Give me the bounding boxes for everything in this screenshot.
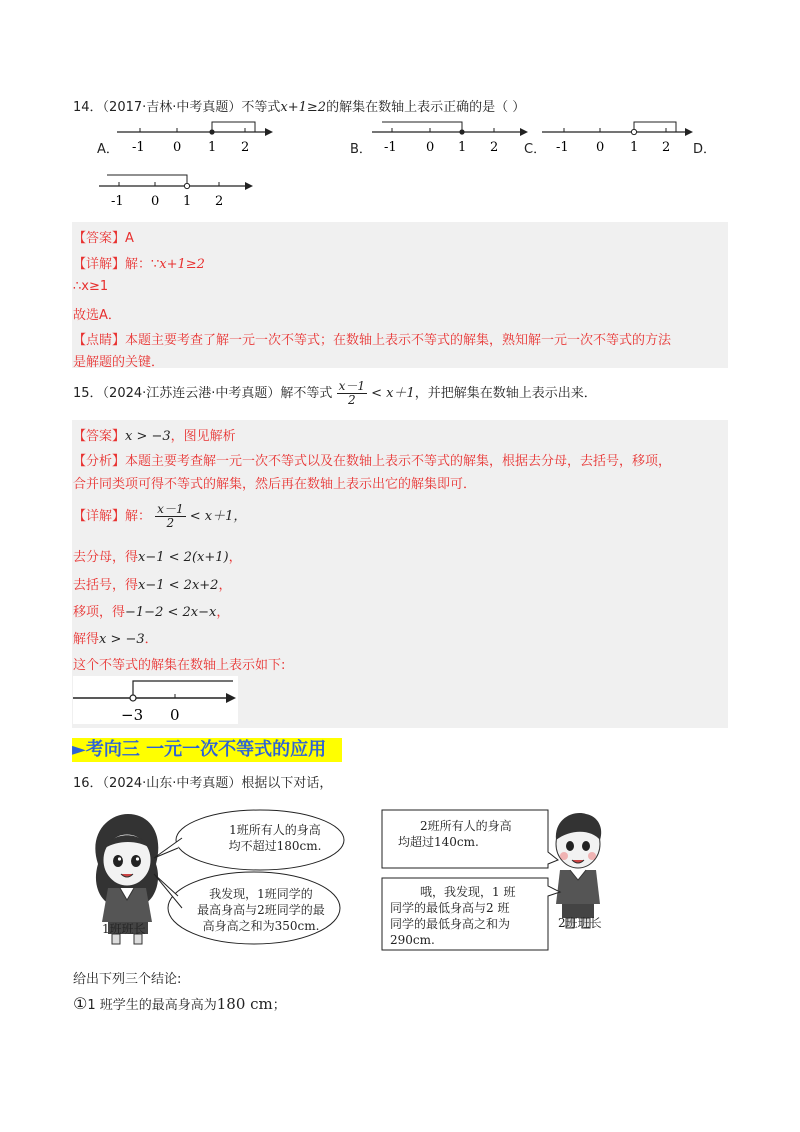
ans15-tick-0: 0 [170,706,180,724]
q14-option-b-label[interactable]: B． [350,142,372,157]
ans15-step2-b: ， [218,578,232,593]
q15-number: 15． [73,386,103,401]
q14-numberline-a [115,118,275,154]
ans15-detail [73,503,246,530]
q14-a-tick-1: 1 [208,140,217,154]
q14-option-c-label[interactable]: C． [524,142,547,157]
q14-c-tick-2: 2 [662,140,671,154]
ans15-detail-label: 【详解】 [73,509,126,524]
ans15-detail-rhs: < x＋1， [189,509,247,524]
ans14-detail [73,253,205,272]
bubble1-line2: 均不超过180cm. [228,839,322,853]
q14-stem-a: 不等式 [241,100,281,115]
q14-source: （2017·吉林·中考真题） [102,100,242,115]
ans15-frac-num: x－1 [157,502,184,516]
ans15-detail-a: 解： [125,509,152,524]
ans15-answer-math: x > −3 [125,429,171,444]
q14-c-tick-m1: -1 [556,140,569,154]
q14-option-a-label[interactable]: A． [97,142,119,157]
ans15-numberline [73,676,238,724]
ans15-step1-a: 去分母，得 [73,550,139,565]
boy-figure [556,813,601,928]
bubble3-line2: 均超过140cm. [398,835,479,849]
ans15-step4-a: 解得 [73,632,100,647]
q16-conclusions-intro: 给出下列三个结论: [73,972,182,987]
bubble3-line1: 2班所有人的身高 [420,819,512,833]
bubble1-text [220,822,330,854]
section-heading [72,738,342,762]
bubble4-line1: 哦，我发现，1 班 [420,885,516,899]
q14-b-tick-2: 2 [490,140,499,154]
q16-stem [73,772,332,791]
ans15-analysis-label: 【分析】 [73,454,126,469]
q14-a-tick-m1: -1 [132,140,145,154]
ans15-frac-den: 2 [166,516,175,530]
ans15-answer-b: ，图见解析 [170,429,236,444]
q15-stem-rhs: < x＋1 [371,386,415,401]
q15-stem-a: 解不等式 [280,386,333,401]
q16-number: 16． [73,776,103,791]
bubble1-line1: 1班所有人的身高 [229,823,321,837]
q14-b-tick-1: 1 [458,140,467,154]
q16-conclusion1-value: 180 cm [216,995,273,1013]
ans15-numline-intro: 这个不等式的解集在数轴上表示如下: [73,658,286,673]
q14-stem-math: x+1≥2 [280,100,327,115]
ans14-therefore: ∴x≥1 [73,279,109,294]
ans15-step1 [73,546,242,565]
bubble3-text [398,818,548,850]
q16-conclusion1-b: ； [272,998,286,1013]
ans15-step4 [73,628,158,647]
ans14-point-label: 【点睛】 [73,333,126,348]
ans15-fraction [155,503,185,530]
q14-a-tick-2: 2 [241,140,250,154]
q15-frac-den: 2 [347,393,356,407]
ans14-detail-label: 【详解】 [73,257,126,272]
q14-number: 14． [73,100,103,115]
ans15-analysis-line2: 合并同类项可得不等式的解集，然后再在数轴上表示出它的解集即可． [73,477,477,492]
q15-source: （2024·江苏连云港·中考真题） [102,386,281,401]
q14-a-tick-0: 0 [173,140,182,154]
q16-source: （2024·山东·中考真题） [102,776,242,791]
q14-d-tick-0: 0 [151,194,160,208]
q14-b-tick-0: 0 [426,140,435,154]
ans15-answer [73,425,236,444]
q15-fraction [337,380,367,407]
ans14-answer [73,227,134,246]
q15-stem [73,380,597,407]
ans14-detail-a: 解：∵ [125,257,160,272]
bubble2-line3: 高身高之和为350cm. [202,919,320,933]
ans15-tick-m3: −3 [121,706,144,724]
q14-d-tick-1: 1 [183,194,192,208]
ans15-step2 [73,574,231,593]
ans14-answer-label: 【答案】 [73,231,126,246]
ans15-step2-math: x−1 < 2x+2 [138,578,219,593]
q16-conclusion1 [73,994,286,1013]
q14-b-tick-m1: -1 [384,140,397,154]
bubble4-line4: 290cm. [390,933,435,947]
q14-d-tick-m1: -1 [111,194,124,208]
ans14-detail-math: x+1≥2 [159,257,205,272]
q14-d-tick-2: 2 [215,194,224,208]
ans14-point-line2: 是解题的关键． [73,355,165,370]
q14-numberline-d [97,168,257,208]
boy-label: 2班班长 [558,916,602,930]
ans15-step1-math: x−1 < 2(x+1) [138,550,229,565]
ans15-step4-math: x > −3 [99,632,145,647]
q14-numberline-b [370,118,530,154]
q16-stem-text: 根据以下对话， [241,776,333,791]
ans15-step3-b: ， [216,605,230,620]
ans14-answer-value: A [125,231,134,246]
ans14-choose: 故选A． [73,308,121,323]
ans15-analysis-line1: 本题主要考查解一元一次不等式以及在数轴上表示不等式的解集，根据去分母，去括号，移项， [125,454,672,469]
q16-conclusion1-mark: ① [73,994,88,1013]
section-title: 考向三 一元一次不等式的应用 [85,739,327,760]
q14-c-tick-0: 0 [596,140,605,154]
ans15-answer-label: 【答案】 [73,429,126,444]
q14-stem [73,96,525,115]
ans15-step1-b: ， [228,550,242,565]
ans15-step2-a: 去括号，得 [73,578,139,593]
q14-stem-b: 的解集在数轴上表示正确的是（ ） [326,100,526,115]
q14-c-tick-1: 1 [630,140,639,154]
ans15-analysis [73,450,671,469]
q14-option-d-label[interactable]: D． [693,142,717,157]
q15-frac-num: x－1 [338,379,365,393]
ans15-step3-math: −1−2 < 2x−x [125,605,217,620]
ans14-point [73,329,671,348]
bubble2-line1: 我发现，1班同学的 [209,887,313,901]
q15-stem-b: ，并把解集在数轴上表示出来． [414,386,597,401]
ans15-step3-a: 移项，得 [73,605,126,620]
ans15-step3 [73,601,229,620]
bubble4-line3: 同学的最低身高之和为 [390,917,511,931]
ans14-point-line1: 本题主要考查了解一元一次不等式；在数轴上表示不等式的解集，熟知解一元一次不等式的方法 [125,333,672,348]
q14-numberline-c [540,118,700,154]
bubble2-text [186,886,336,934]
bubble4-text [390,884,540,948]
ans15-step4-b: ． [144,632,158,647]
section-arrow: ► [72,739,86,760]
bubble2-line2: 最高身高与2班同学的最 [197,903,325,917]
bubble4-line2: 同学的最低身高与2 班 [390,901,510,915]
q16-conclusion1-a: 1 班学生的最高身高为 [87,998,217,1013]
girl-label: 1班班长 [102,922,146,936]
